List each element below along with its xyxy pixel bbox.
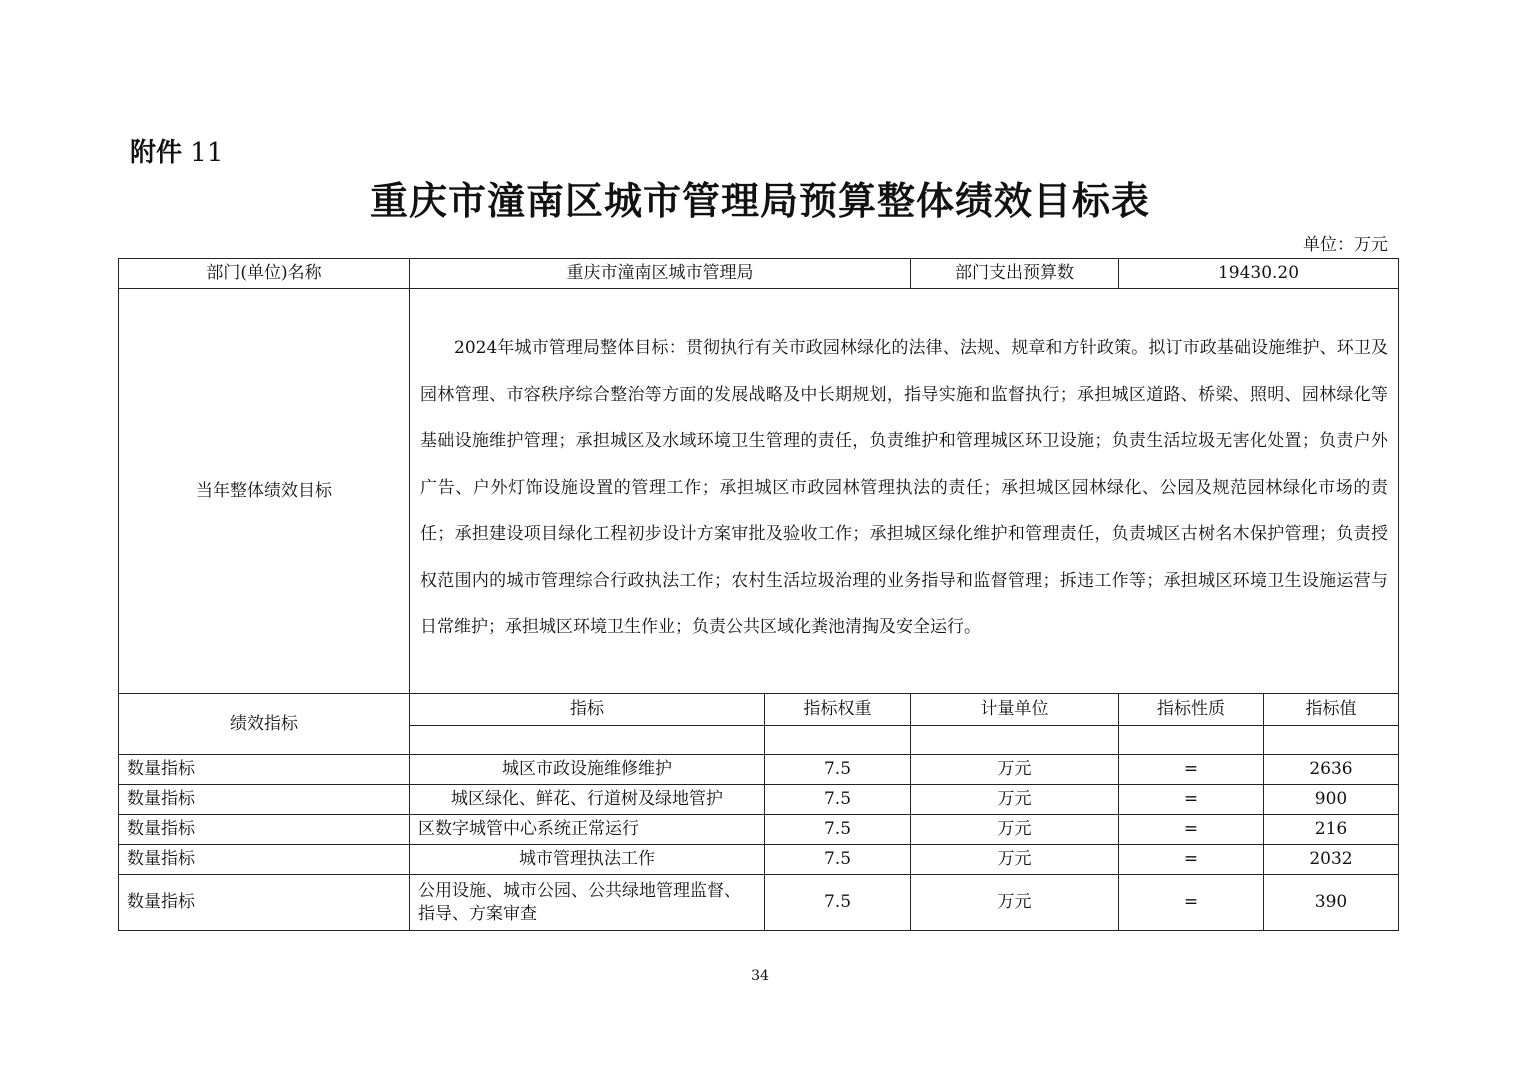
row-weight: 7.5	[765, 755, 911, 785]
row-category: 数量指标	[119, 755, 410, 785]
attachment-word: 附件	[130, 138, 183, 168]
indicator-header-row	[119, 694, 1399, 726]
row-value: 216	[1264, 815, 1399, 845]
row-unit: 万元	[911, 815, 1119, 845]
row-name: 城区市政设施维修维护	[410, 755, 765, 785]
table-row	[119, 845, 1399, 875]
blank-cell	[410, 726, 765, 755]
row-weight: 7.5	[765, 785, 911, 815]
row-value: 390	[1264, 875, 1399, 931]
row-name: 区数字城管中心系统正常运行	[410, 815, 765, 845]
dept-name-label: 部门(单位)名称	[119, 259, 410, 289]
row-nature: =	[1119, 785, 1264, 815]
budget-value: 19430.20	[1119, 259, 1399, 289]
row-nature: =	[1119, 755, 1264, 785]
blank-cell	[1119, 726, 1264, 755]
goal-text: 2024年城市管理局整体目标：贯彻执行有关市政园林绿化的法律、法规、规章和方针政策。拟订市政基础设施维护、环卫及园林管理、市容秩序综合整治等方面的发展战略及中长期规划，指导实施和监督执行；承担城区道路、桥梁、照明、园林绿化等基础设施维护管理；承担城区及水域环境卫生管理的责任，负责维护和管理城区环卫设施；负责生活垃圾无害化处置；负责户外广告、户外灯饰设施设置的管理工作；承担城区市政园林管理执法的责任；承担城区园林绿化、公园及规范园林绿化市场的责任；承担建设项目绿化工程初步设计方案审批及验收工作；承担城区绿化维护和管理责任，负责城区古树名木保护管理；负责授权范围内的城市管理综合行政执法工作；农村生活垃圾治理的业务指导和监督管理；拆违工作等；承担城区环境卫生设施运营与日常维护；承担城区环境卫生作业；负责公共区域化粪池清掏及安全运行。	[420, 338, 1388, 638]
row-value: 2636	[1264, 755, 1399, 785]
row-category: 数量指标	[119, 845, 410, 875]
col-value: 指标值	[1264, 694, 1399, 726]
table-row	[119, 785, 1399, 815]
row-weight: 7.5	[765, 875, 911, 931]
col-indicator: 指标	[410, 694, 765, 726]
col-weight: 指标权重	[765, 694, 911, 726]
budget-label: 部门支出预算数	[911, 259, 1119, 289]
row-category: 数量指标	[119, 875, 410, 931]
blank-cell	[911, 726, 1119, 755]
row-name: 城区绿化、鲜花、行道树及绿地管护	[410, 785, 765, 815]
row-unit: 万元	[911, 755, 1119, 785]
blank-cell	[765, 726, 911, 755]
goal-cell	[410, 289, 1399, 694]
row-name: 公用设施、城市公园、公共绿地管理监督、指导、方案审查	[410, 875, 765, 931]
page-number: 34	[751, 968, 769, 984]
row-value: 900	[1264, 785, 1399, 815]
row-nature: =	[1119, 875, 1264, 931]
row-nature: =	[1119, 815, 1264, 845]
dept-name-value: 重庆市潼南区城市管理局	[410, 259, 911, 289]
col-unit: 计量单位	[911, 694, 1119, 726]
col-nature: 指标性质	[1119, 694, 1264, 726]
row-category: 数量指标	[119, 815, 410, 845]
row-category: 数量指标	[119, 785, 410, 815]
row-unit: 万元	[911, 785, 1119, 815]
goal-label: 当年整体绩效目标	[119, 289, 410, 694]
indicators-label: 绩效指标	[119, 694, 410, 755]
goal-row	[119, 289, 1399, 694]
row-weight: 7.5	[765, 815, 911, 845]
table-row	[119, 815, 1399, 845]
page-title: 重庆市潼南区城市管理局预算整体绩效目标表	[369, 179, 1150, 223]
row-unit: 万元	[911, 875, 1119, 931]
performance-table	[118, 258, 1399, 931]
row-unit: 万元	[911, 845, 1119, 875]
unit-label: 单位：万元	[1303, 235, 1388, 255]
attachment-number: 11	[190, 138, 224, 168]
row-value: 2032	[1264, 845, 1399, 875]
row-nature: =	[1119, 845, 1264, 875]
table-row	[119, 755, 1399, 785]
attachment-label	[130, 132, 223, 169]
dept-header-row	[119, 259, 1399, 289]
row-name: 城市管理执法工作	[410, 845, 765, 875]
blank-cell	[1264, 726, 1399, 755]
table-row	[119, 875, 1399, 931]
row-weight: 7.5	[765, 845, 911, 875]
